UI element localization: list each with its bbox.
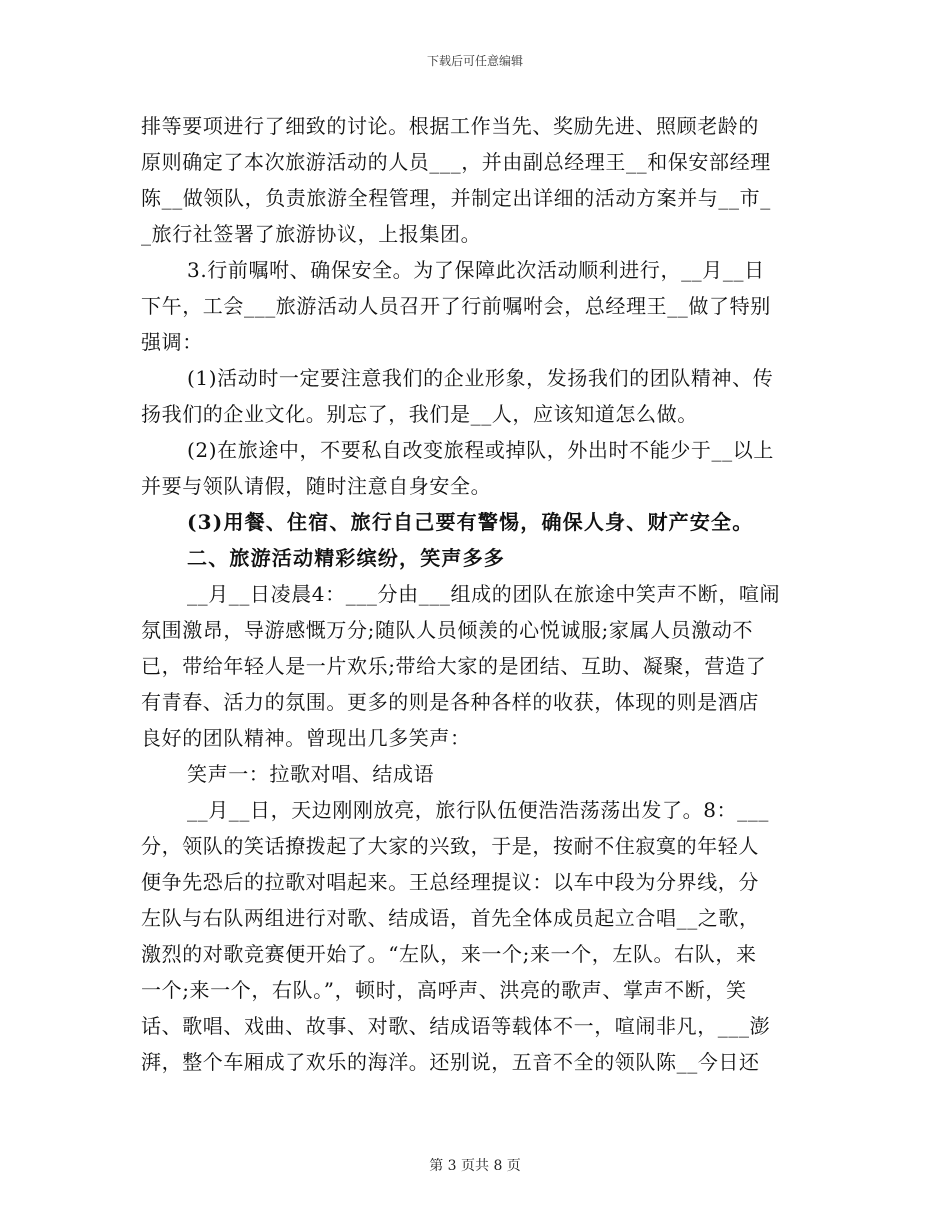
- text-line: 陈__做领队，负责旅游全程管理，并制定出详细的活动方案并与__市_: [141, 186, 771, 210]
- bold-text-line: (3)用餐、住宿、旅行自己要有警惕，确保人身、财产安全。: [187, 510, 754, 534]
- text-line: 湃，整个车厢成了欢乐的海洋。还别说，五音不全的领队陈__今日还: [141, 1050, 760, 1074]
- text-line: 排等要项进行了细致的讨论。根据工作当先、奖励先进、照顾老龄的: [141, 114, 759, 138]
- text-line: 分，领队的笑话撩拨起了大家的兴致，于是，按耐不住寂寞的年轻人: [141, 834, 759, 858]
- text-line: 激烈的对歌竞赛便开始了。“左队，来一个;来一个，左队。右队，来: [141, 942, 757, 966]
- text-line: 扬我们的企业文化。别忘了，我们是__人，应该知道怎么做。: [141, 402, 698, 426]
- subheading-line: 笑声一：拉歌对唱、结成语: [187, 762, 435, 786]
- text-line: 已，带给年轻人是一片欢乐;带给大家的是团结、互助、凝聚，营造了: [141, 654, 767, 678]
- text-line: 下午，工会___旅游活动人员召开了行前嘱咐会，总经理王__做了特别: [141, 294, 771, 318]
- section-heading: 二、旅游活动精彩缤纷，笑声多多: [187, 546, 505, 570]
- page-header: 下载后可任意编辑: [426, 54, 523, 68]
- text-line: 原则确定了本次旅游活动的人员___，并由副总经理王__和保安部经理: [141, 150, 771, 174]
- text-line: 强调：: [141, 330, 203, 354]
- text-line: 并要与领队请假，随时注意自身安全。: [141, 474, 492, 498]
- document-body: [141, 108, 813, 1080]
- text-line: 3.行前嘱咐、确保安全。为了保障此次活动顺利进行，__月__日: [187, 258, 765, 282]
- text-line: 话、歌唱、戏曲、故事、对歌、结成语等载体不一，喧闹非凡，___澎: [141, 1014, 771, 1038]
- text-line: (2)在旅途中，不要私自改变旅程或掉队，外出时不能少于__以上: [187, 438, 774, 462]
- text-line: 左队与右队两组进行对歌、结成语，首先全体成员起立合唱__之歌，: [141, 906, 760, 930]
- text-line: __月__日，天边刚刚放亮，旅行队伍便浩浩荡荡出发了。8：___: [187, 798, 769, 822]
- text-line: 有青春、活力的氛围。更多的则是各种各样的收获，体现的则是酒店: [141, 690, 759, 714]
- text-line: 氛围激昂，导游感慨万分;随队人员倾羡的心悦诚服;家属人员激动不: [141, 618, 754, 642]
- text-line: 良好的团队精神。曾现出几多笑声：: [141, 726, 471, 750]
- text-line: 一个;来一个，右队。”，顿时，高呼声、洪亮的歌声、掌声不断，笑: [141, 978, 747, 1002]
- text-line: __月__日凌晨4：___分由___组成的团队在旅途中笑声不断，喧闹: [187, 582, 781, 606]
- page-footer: 第 3 页共 8 页: [429, 1158, 521, 1174]
- text-line: (1)活动时一定要注意我们的企业形象，发扬我们的团队精神、传: [187, 366, 774, 390]
- text-line: 便争先恐后的拉歌对唱起来。王总经理提议：以车中段为分界线，分: [141, 870, 759, 894]
- text-line: _旅行社签署了旅游协议，上报集团。: [141, 222, 482, 246]
